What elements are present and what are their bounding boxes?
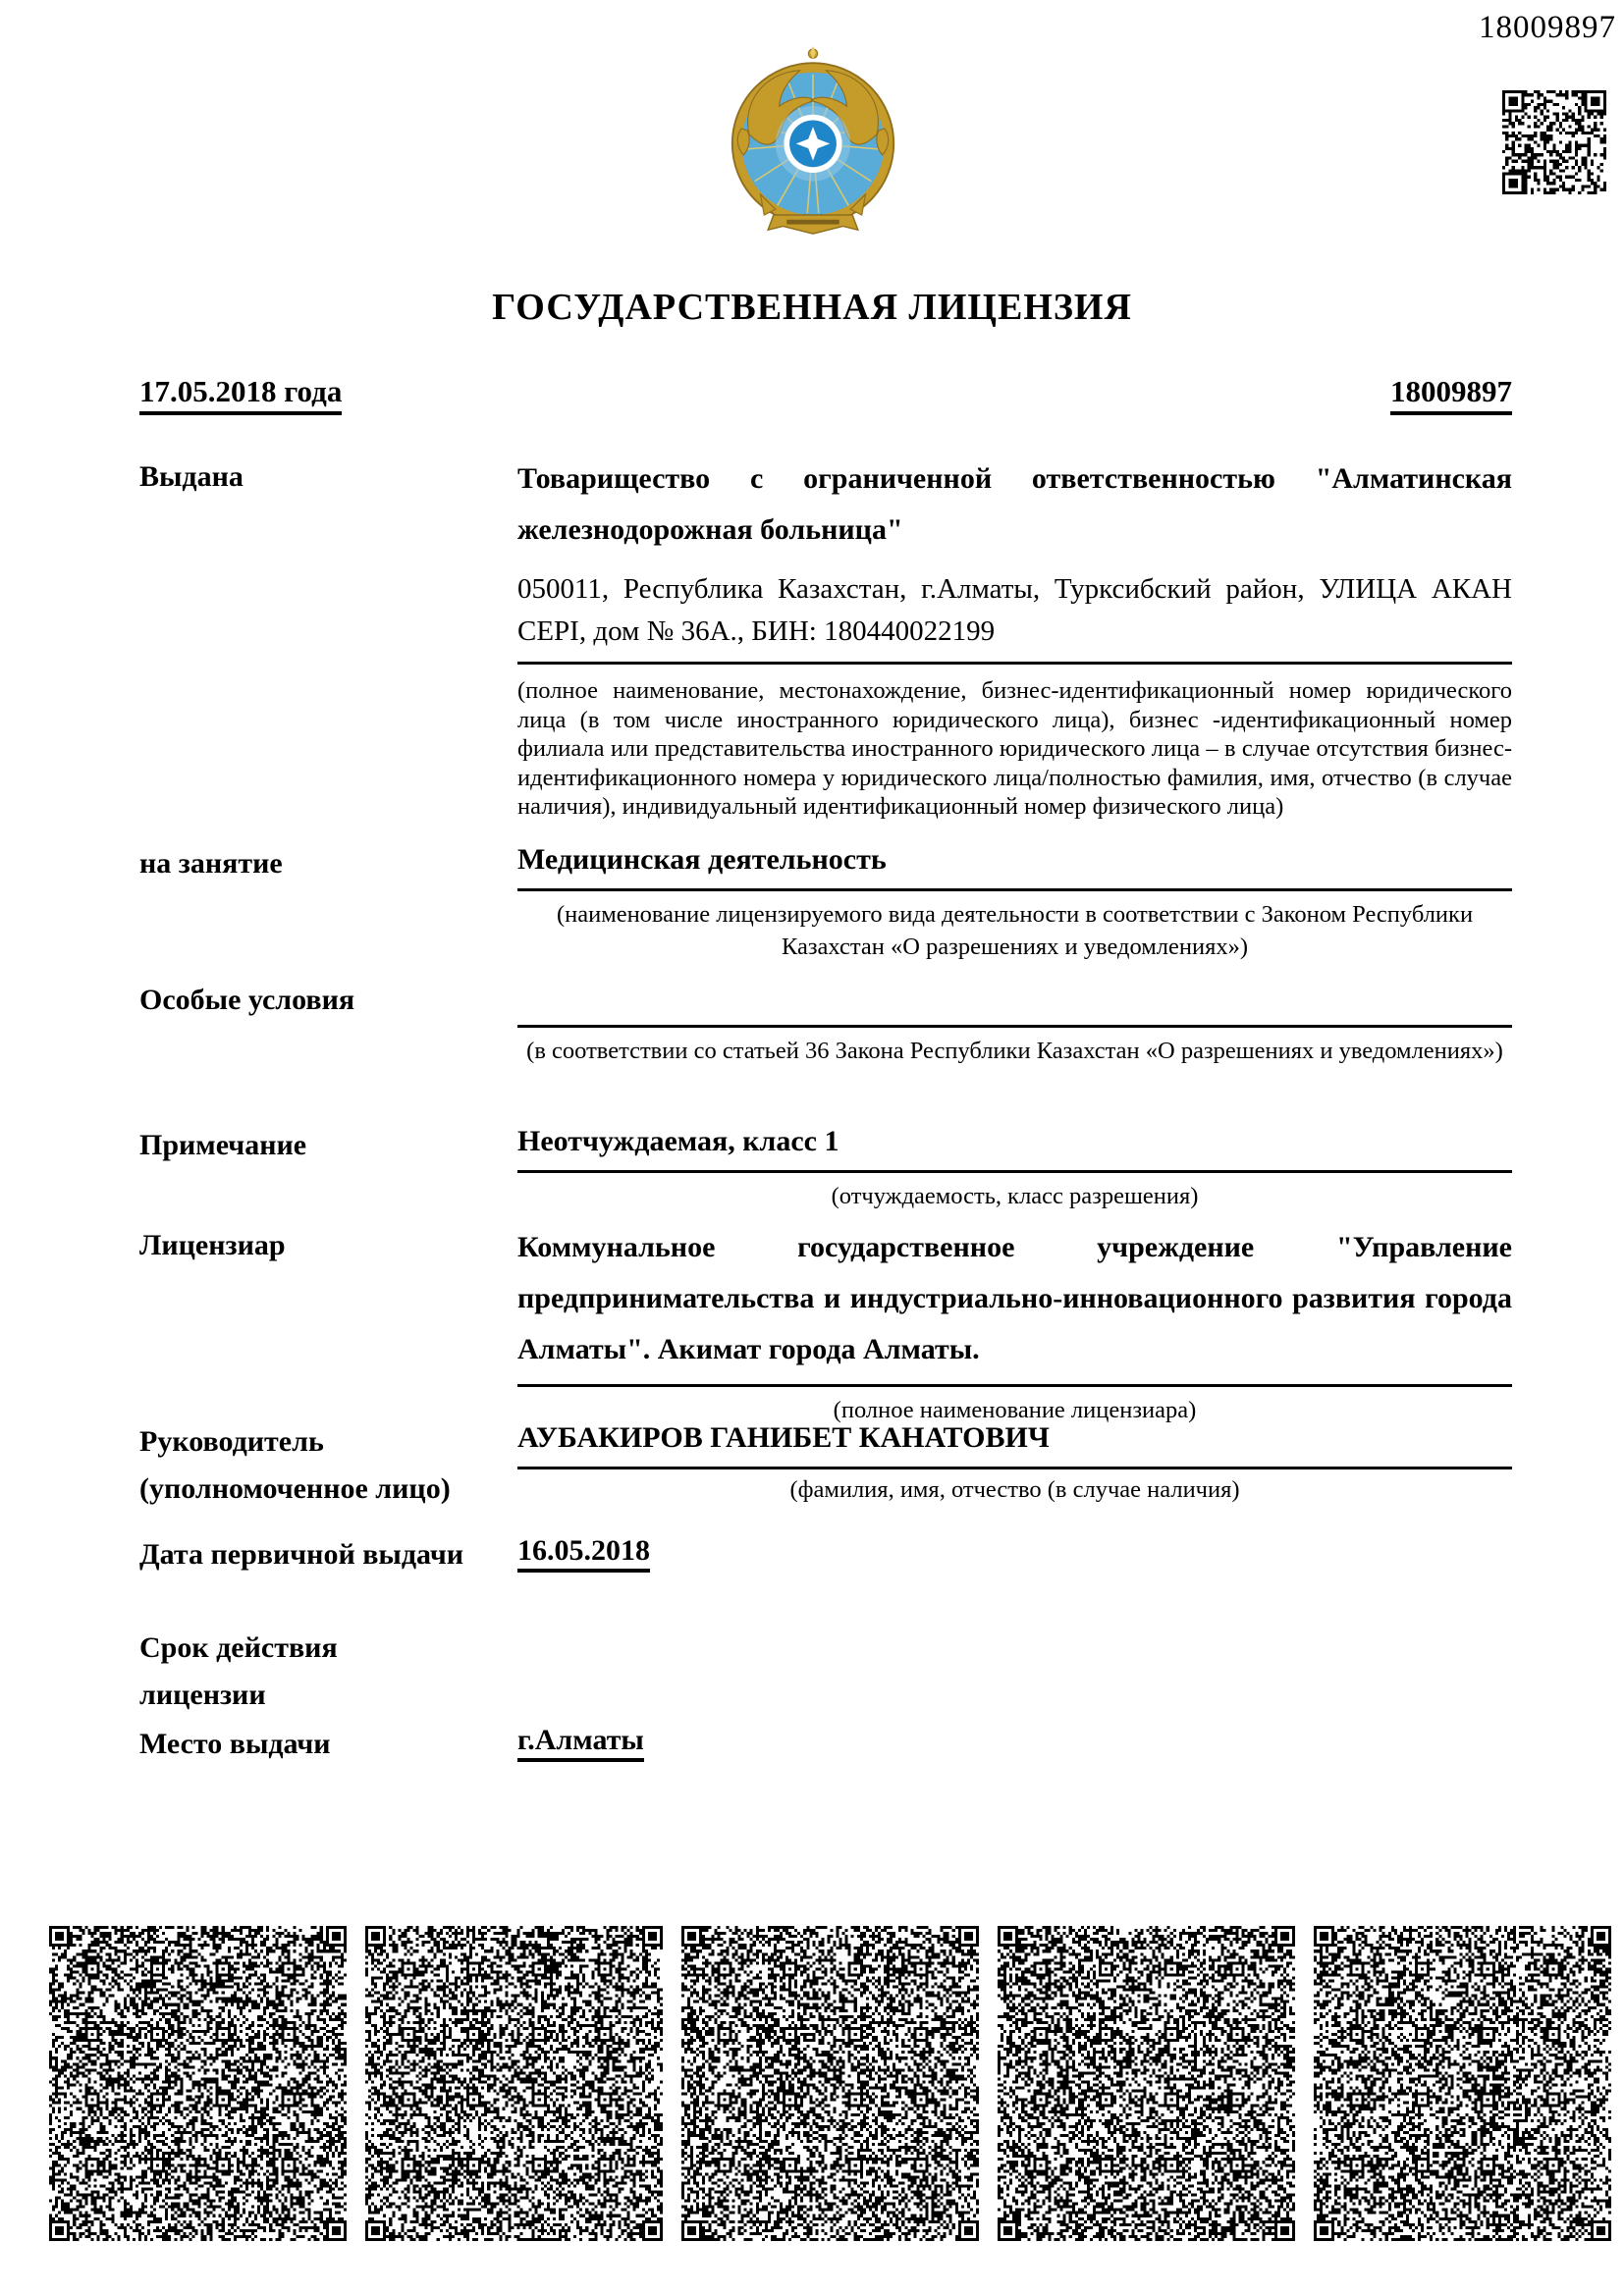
- license-number: 18009897: [1390, 374, 1512, 415]
- field-value: г.Алматы: [517, 1724, 644, 1762]
- field-underline: [517, 1384, 1512, 1387]
- issue-date: 17.05.2018 года: [139, 374, 342, 415]
- field-label: Примечание: [139, 1129, 307, 1161]
- field-label: Дата первичной выдачи: [139, 1538, 464, 1571]
- field-underline: [517, 1170, 1512, 1173]
- field-value: Коммунальное государственное учреждение "Управление предпринимательства и индустриально-инновационного развития города Алматы". Акимат города Алматы.: [517, 1231, 1512, 1365]
- field-label: на занятие: [139, 847, 283, 880]
- coat-of-arms-emblem-icon: [729, 44, 897, 242]
- field-underline: [517, 1467, 1512, 1469]
- field-label: Выдана: [139, 460, 244, 493]
- field-label: Лицензиар: [139, 1229, 286, 1261]
- qr-code-icon: [1502, 90, 1606, 194]
- field-label-line1: Руководитель: [139, 1425, 324, 1458]
- signature-barcode: [49, 1926, 347, 2241]
- field-label-line2: лицензии: [139, 1679, 266, 1711]
- field-caption: (в соответствии со статьей 36 Закона Республики Казахстан «О разрешениях и уведомлениях»): [526, 1038, 1503, 1064]
- field-label: [139, 1625, 513, 1719]
- field-value: [517, 977, 1512, 1016]
- field-value: Неотчуждаемая, класс 1: [517, 1125, 839, 1157]
- signature-barcode-strip: [49, 1926, 1611, 2241]
- page-title: ГОСУДАРСТВЕННАЯ ЛИЦЕНЗИЯ: [492, 287, 1132, 328]
- field-caption: (наименование лицензируемого вида деятельности в соответствии с Законом Республики Казахстан «О разрешениях и уведомлениях»): [556, 901, 1474, 960]
- field-underline: [517, 1025, 1512, 1028]
- field-label: Место выдачи: [139, 1728, 331, 1760]
- field-value: АУБАКИРОВ ГАНИБЕТ КАНАТОВИЧ: [517, 1421, 1050, 1454]
- field-label-line2: (уполномоченное лицо): [139, 1472, 451, 1505]
- field-caption: (полное наименование, местонахождение, бизнес-идентификационный номер юридического лица (в том числе иностранного юридического лица), бизнес -идентификационный номер филиала или представительства иностранного юридического лица – в случае отсутствия бизнес-идентификационного номера у юридического лица/полностью фамилия, имя, отчество (в случае наличия), индивидуальный идентификационный номер физического лица): [517, 677, 1512, 820]
- field-value: Товарищество с ограниченной ответственностью "Алматинская железнодорожная больница": [517, 462, 1512, 546]
- field-caption: (отчуждаемость, класс разрешения): [831, 1183, 1199, 1209]
- signature-barcode: [681, 1926, 979, 2241]
- document-number-top: 18009897: [1479, 10, 1616, 45]
- field-underline: [517, 662, 1512, 665]
- signature-barcode: [1314, 1926, 1611, 2241]
- signature-barcode: [998, 1926, 1295, 2241]
- field-label: Особые условия: [139, 984, 355, 1016]
- field-label: [139, 1418, 513, 1513]
- company-address: 050011, Республика Казахстан, г.Алматы, Турксибский район, УЛИЦА АКАН СЕРІ, дом № 36А., БИН: 180440022199: [517, 573, 1512, 647]
- field-caption: (полное наименование лицензиара): [833, 1397, 1197, 1423]
- field-label-line1: Срок действия: [139, 1631, 338, 1664]
- field-caption: (фамилия, имя, отчество (в случае наличия): [789, 1476, 1240, 1503]
- field-value: 16.05.2018: [517, 1534, 650, 1573]
- signature-barcode: [365, 1926, 663, 2241]
- field-value: Медицинская деятельность: [517, 843, 887, 876]
- field-underline: [517, 888, 1512, 891]
